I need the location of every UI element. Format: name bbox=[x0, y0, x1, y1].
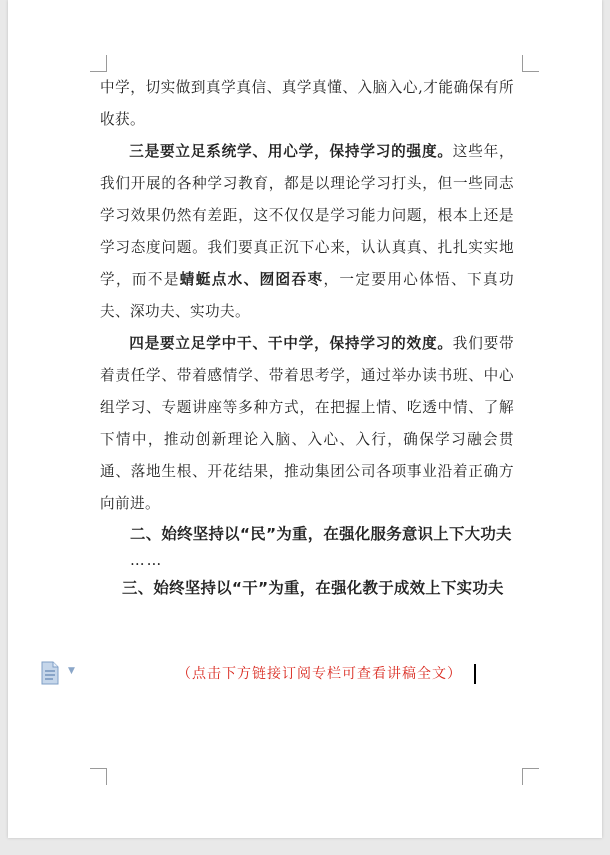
paragraph-3-lead: 四是要立足学中干、干中学，保持学习的效度。 bbox=[129, 335, 453, 352]
paragraph-2-tail: ，一定要用心体悟、下真功夫、深功夫、实功夫。 bbox=[100, 271, 514, 320]
paragraph-2-emphasis: 蜻蜓点水、囫囵吞枣 bbox=[179, 271, 324, 288]
crop-mark-top-left bbox=[90, 55, 107, 72]
document-body[interactable] bbox=[100, 72, 514, 602]
paragraph-2-lead: 三是要立足系统学、用心学，保持学习的强度。 bbox=[129, 143, 453, 160]
dropdown-caret-icon[interactable]: ▼ bbox=[68, 666, 75, 676]
paragraph-1: 中学，切实做到真学真信、真学真懂、入脑入心,才能确保有所收获。 bbox=[100, 79, 514, 128]
subscribe-note: （点击下方链接订阅专栏可查看讲稿全文） bbox=[177, 666, 462, 682]
paragraph-2 bbox=[100, 136, 514, 328]
section-heading-3: 三、始终坚持以“干”为重，在强化教于成效上下实功夫 bbox=[122, 579, 504, 597]
paragraph-3 bbox=[100, 328, 514, 520]
paragraph-2-text: 这些年，我们开展的各种学习教育，都是以理论学习打头，但一些同志学习效果仍然有差距，这不仅仅是学习能力问题，根本上还是学习态度问题。我们要真正沉下心来，认认真真、扎扎实实地学，而不是 bbox=[100, 143, 515, 288]
crop-mark-top-right bbox=[522, 55, 539, 72]
omitted-text-ellipsis: …… bbox=[130, 552, 164, 569]
crop-mark-bottom-right bbox=[522, 768, 539, 785]
paragraph-3-text: 我们要带着责任学、带着感情学、带着思考学，通过举办读书班、中心组学习、专题讲座等多种方式，在把握上情、吃透中情、了解下情中，推动创新理论入脑、入心、入行，确保学习融会贯通、落地生根、开花结果，推动集团公司各项事业沿着正确方向前进。 bbox=[100, 335, 515, 512]
crop-mark-bottom-left bbox=[90, 768, 107, 785]
text-cursor bbox=[474, 664, 476, 684]
document-icon[interactable] bbox=[40, 661, 60, 685]
section-heading-2: 二、始终坚持以“民”为重，在强化服务意识上下大功夫 bbox=[130, 525, 512, 543]
